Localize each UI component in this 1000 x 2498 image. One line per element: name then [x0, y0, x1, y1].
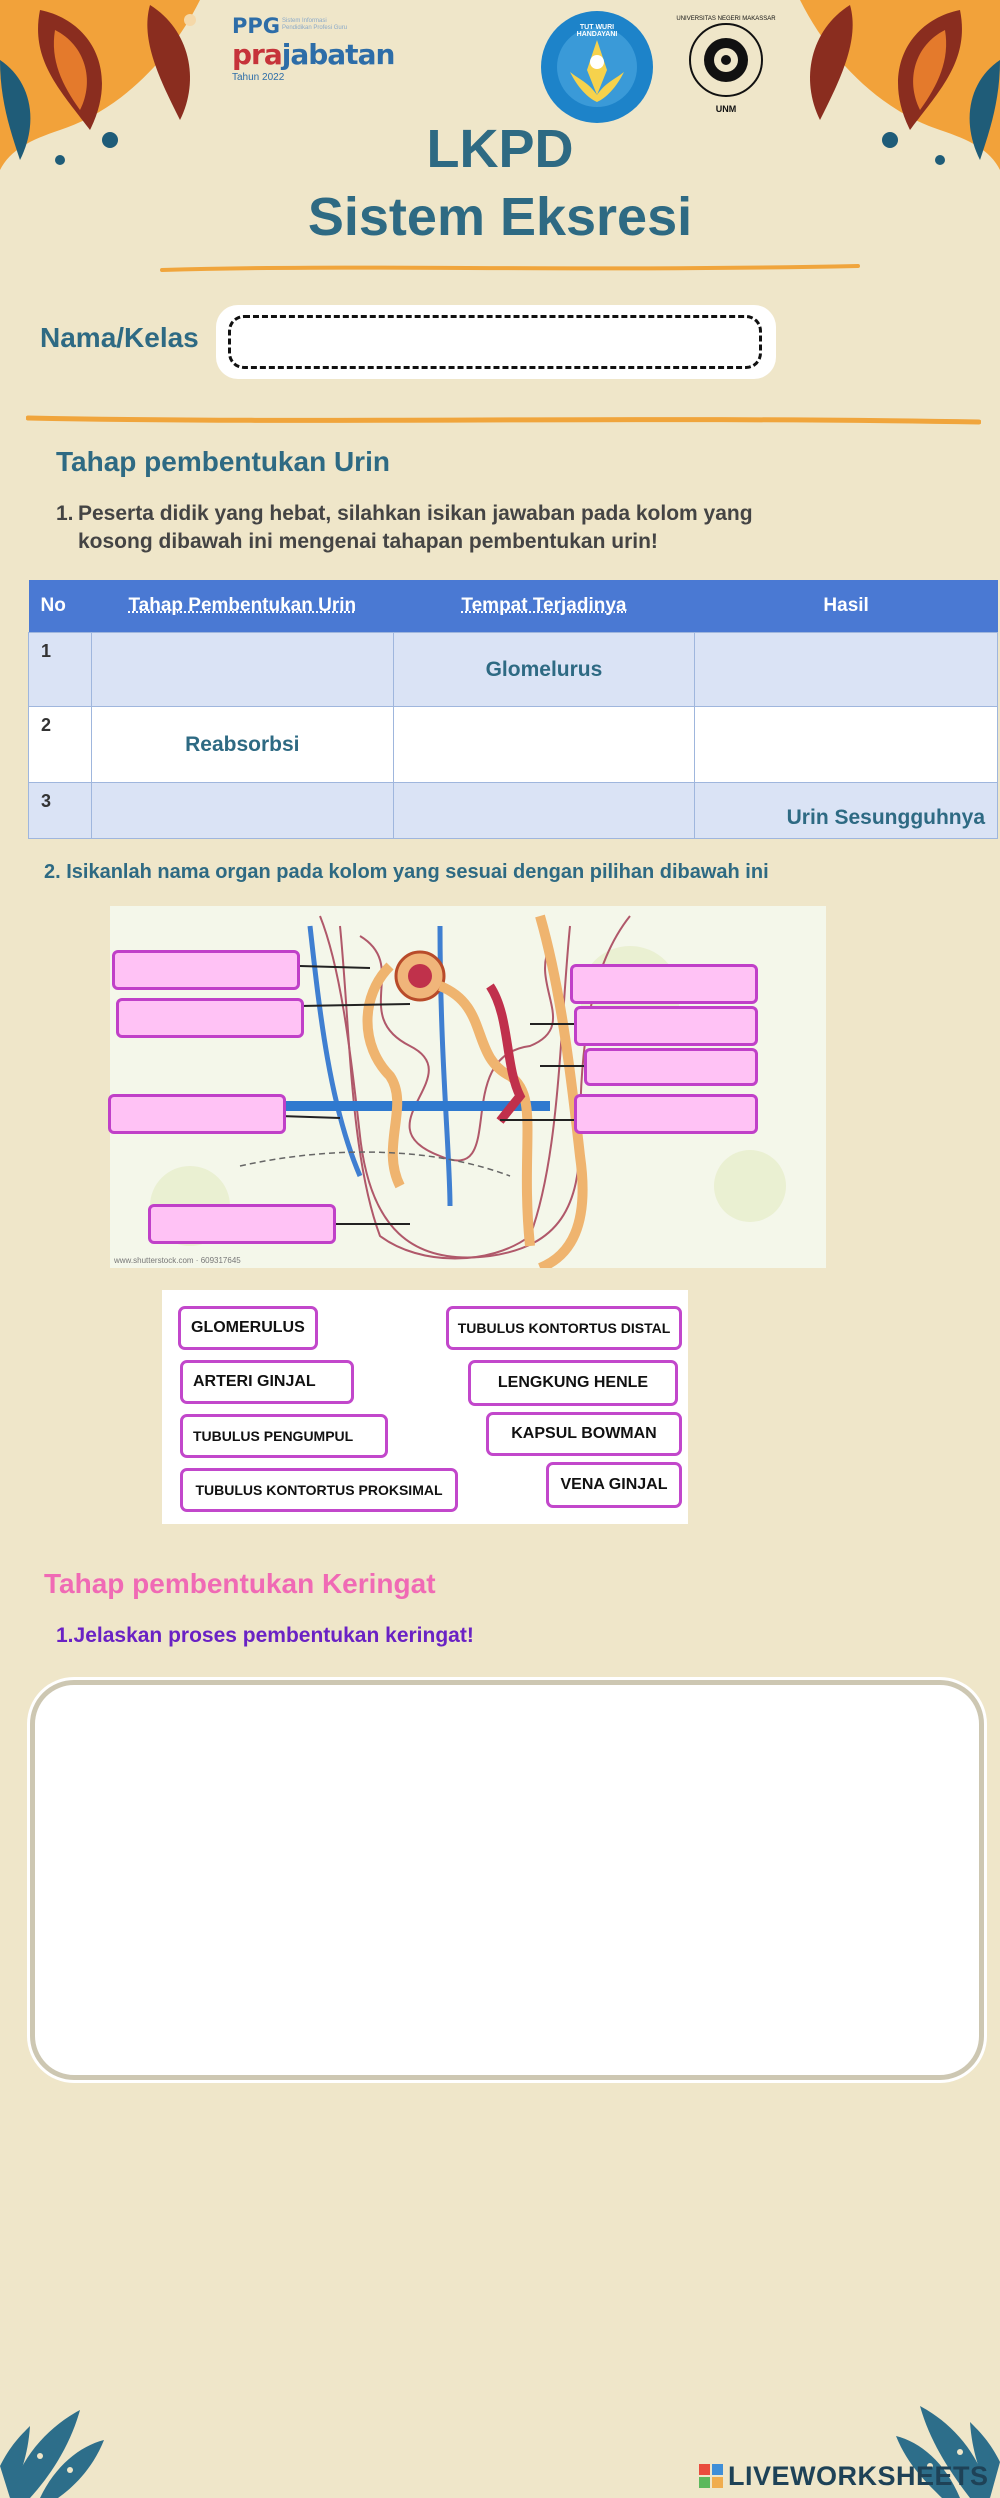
drop-box-5[interactable]	[570, 964, 758, 1004]
table-header-tahap: Tahap Pembentukan Urin	[91, 580, 393, 633]
ppg-logo-wordmark: prajabatan	[232, 38, 395, 71]
table-cell-tempat-input[interactable]	[393, 783, 695, 839]
table-header-hasil: Hasil	[695, 580, 998, 633]
question-2-text: 2. Isikanlah nama organ pada kolom yang sesuai dengan pilihan dibawah ini	[44, 861, 769, 883]
title-underline	[160, 262, 860, 276]
drop-box-7[interactable]	[584, 1048, 758, 1086]
table-header-no: No	[29, 580, 92, 633]
question-keringat: 1.Jelaskan proses pembentukan keringat!	[56, 1624, 474, 1647]
page-title: LKPD	[426, 119, 574, 179]
ppg-logo-top: PPG	[232, 14, 281, 38]
corner-ornament-bottom-left	[0, 2396, 110, 2498]
name-class-input[interactable]	[228, 315, 762, 369]
table-row	[29, 633, 998, 707]
question-1-number: 1.	[56, 502, 74, 525]
table-row	[29, 783, 998, 839]
table-header-row	[29, 580, 998, 633]
word-bank-chip[interactable]: LENGKUNG HENLE	[468, 1360, 678, 1406]
liveworksheets-text: LIVEWORKSHEETS	[728, 2460, 989, 2491]
table-cell-hasil-input[interactable]	[695, 707, 998, 783]
tut-wuri-text: TUT WURI HANDAYANI	[576, 24, 618, 38]
urin-table	[28, 580, 998, 839]
drop-box-6[interactable]	[574, 1006, 758, 1046]
unm-abbr: UNM	[715, 104, 737, 114]
liveworksheets-logo[interactable]	[698, 2458, 998, 2494]
word-bank-chip[interactable]: TUBULUS KONTORTUS PROKSIMAL	[180, 1468, 458, 1512]
word-bank-chip[interactable]: TUBULUS PENGUMPUL	[180, 1414, 388, 1458]
word-bank-chip[interactable]: KAPSUL BOWMAN	[486, 1412, 682, 1456]
table-cell-no: 2	[29, 707, 92, 783]
word-bank-chip[interactable]: GLOMERULUS	[178, 1306, 318, 1350]
section-heading-keringat: Tahap pembentukan Keringat	[44, 1568, 436, 1599]
word-bank-chip[interactable]: TUBULUS KONTORTUS DISTAL	[446, 1306, 682, 1350]
table-cell-tahap-input[interactable]	[91, 783, 393, 839]
table-cell-no: 1	[29, 633, 92, 707]
unm-logo	[676, 14, 776, 118]
drop-box-8[interactable]	[574, 1094, 758, 1134]
drop-box-3[interactable]	[108, 1094, 286, 1134]
table-cell-hasil: Urin Sesungguhnya	[695, 783, 998, 839]
ppg-logo-sub: Sistem Informasi Pendidikan Profesi Guru	[282, 18, 348, 31]
word-bank-chip[interactable]: VENA GINJAL	[546, 1462, 682, 1508]
page-subtitle: Sistem Eksresi	[307, 187, 693, 247]
word-bank	[162, 1290, 688, 1524]
ppg-logo-year: Tahun 2022	[232, 72, 285, 83]
table-row	[29, 707, 998, 783]
ppg-logo	[232, 14, 395, 84]
table-cell-hasil-input[interactable]	[695, 633, 998, 707]
diagram-credit: www.shutterstock.com · 609317645	[114, 1256, 241, 1265]
section-divider	[26, 414, 981, 428]
name-class-label: Nama/Kelas	[40, 322, 199, 353]
table-header-tempat: Tempat Terjadinya	[393, 580, 695, 633]
section-heading-urin: Tahap pembentukan Urin	[56, 446, 390, 477]
drop-box-4[interactable]	[148, 1204, 336, 1244]
keringat-answer-textarea[interactable]	[30, 1680, 984, 2080]
drop-box-1[interactable]	[112, 950, 300, 990]
word-bank-chip[interactable]: ARTERI GINJAL	[180, 1360, 354, 1404]
drop-box-2[interactable]	[116, 998, 304, 1038]
unm-emblem-icon	[676, 14, 776, 114]
table-cell-no: 3	[29, 783, 92, 839]
unm-text: UNIVERSITAS NEGERI MAKASSAR	[676, 16, 776, 22]
table-cell-tahap-input[interactable]	[91, 633, 393, 707]
question-1-text: Peserta didik yang hebat, silahkan isikan jawaban pada kolom yang kosong dibawah ini mengenai tahapan pembentukan urin!	[78, 502, 753, 553]
table-cell-tahap: Reabsorbsi	[91, 707, 393, 783]
table-cell-tempat-input[interactable]	[393, 707, 695, 783]
name-class-frame	[216, 305, 776, 379]
tut-wuri-handayani-emblem	[540, 10, 654, 124]
table-cell-tempat: Glomelurus	[393, 633, 695, 707]
liveworksheets-icon	[698, 2463, 724, 2489]
